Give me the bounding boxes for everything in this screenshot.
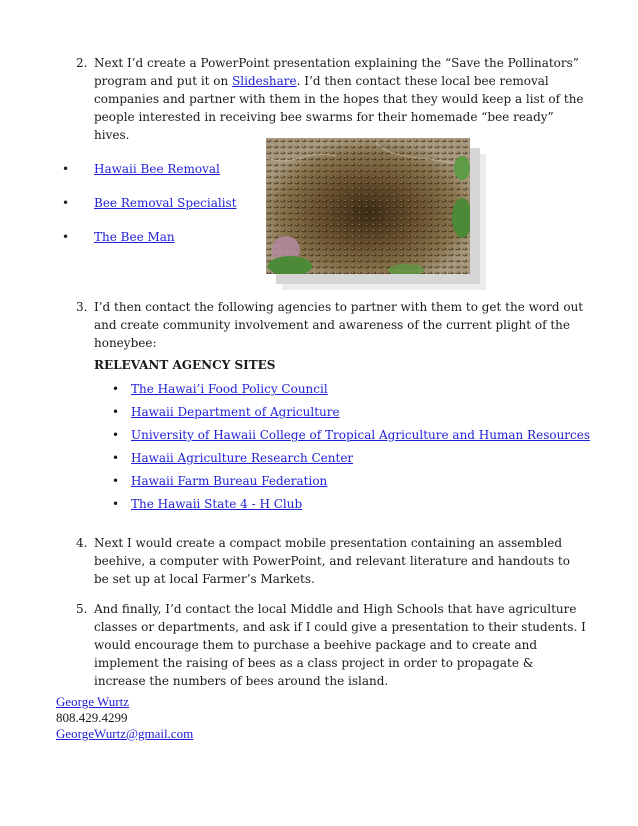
bee-swarm-photo	[266, 138, 470, 274]
bullet-icon: •	[112, 382, 120, 396]
farm-bureau-link[interactable]: Hawaii Farm Bureau Federation	[131, 474, 328, 488]
hawaii-bee-removal-link[interactable]: Hawaii Bee Removal	[94, 162, 220, 176]
signature-email-link[interactable]: GeorgeWurtz@gmail.com	[56, 726, 194, 741]
signature-block	[56, 694, 193, 742]
bullet-icon: •	[112, 497, 120, 511]
bullet-icon: •	[112, 405, 120, 419]
signature-name-link[interactable]: George Wurtz	[56, 694, 129, 709]
bullet-icon: •	[62, 162, 70, 176]
food-policy-council-link[interactable]: The Hawai’i Food Policy Council	[131, 382, 328, 396]
item-4-text: Next I would create a compact mobile presentation containing an assembled beehive, a computer with PowerPoint, and relevant literature and handouts to be set up at local Farmer’s Markets.	[94, 536, 570, 586]
slideshare-link[interactable]: Slideshare	[232, 74, 297, 88]
item-number: 3.	[76, 300, 88, 314]
item-number: 4.	[76, 536, 88, 550]
bee-swarm-icon	[266, 138, 470, 274]
uh-ctahr-link[interactable]: University of Hawaii College of Tropical Agriculture and Human Resources	[131, 428, 591, 442]
dept-agriculture-link[interactable]: Hawaii Department of Agriculture	[131, 405, 340, 419]
signature-phone: 808.429.4299	[56, 710, 128, 725]
list-item-4	[76, 534, 586, 588]
4h-club-link[interactable]: The Hawaii State 4 - H Club	[131, 497, 303, 511]
the-bee-man-link[interactable]: The Bee Man	[94, 230, 175, 244]
item-number: 5.	[76, 602, 88, 616]
agriculture-research-center-link[interactable]: Hawaii Agriculture Research Center	[131, 451, 354, 465]
bullet-icon: •	[112, 428, 120, 442]
bullet-icon: •	[62, 196, 70, 210]
list-item-5	[76, 600, 586, 688]
bullet-icon: •	[62, 230, 70, 244]
item-5-text: And finally, I’d contact the local Middle and High Schools that have agriculture classes or departments, and ask if I could give a presentation to their students. I would encourage them to purchase a beehive package and to create and implement the raising of bees as a class project in order to propagate & increase the numbers of bees around the island.	[94, 602, 586, 688]
list-item-3	[76, 298, 586, 350]
list-item-2	[76, 54, 586, 142]
item-3-text: I’d then contact the following agencies to partner with them to get the word out and create community involvement and awareness of the current plight of the honeybee:	[94, 300, 584, 350]
bullet-icon: •	[112, 474, 120, 488]
item-2-text: Next I’d create a PowerPoint presentation explaining the “Save the Pollinators” program and put it on Slideshare. I’d then contact these local bee removal companies and partner with them in the hopes that they would keep a list of the people interested in receiving bee swarms for their homemade “bee ready” hives.	[94, 56, 584, 142]
item-number: 2.	[76, 56, 88, 70]
agency-heading: RELEVANT AGENCY SITES	[94, 358, 276, 372]
bee-removal-specialist-link[interactable]: Bee Removal Specialist	[94, 196, 237, 210]
bullet-icon: •	[112, 451, 120, 465]
